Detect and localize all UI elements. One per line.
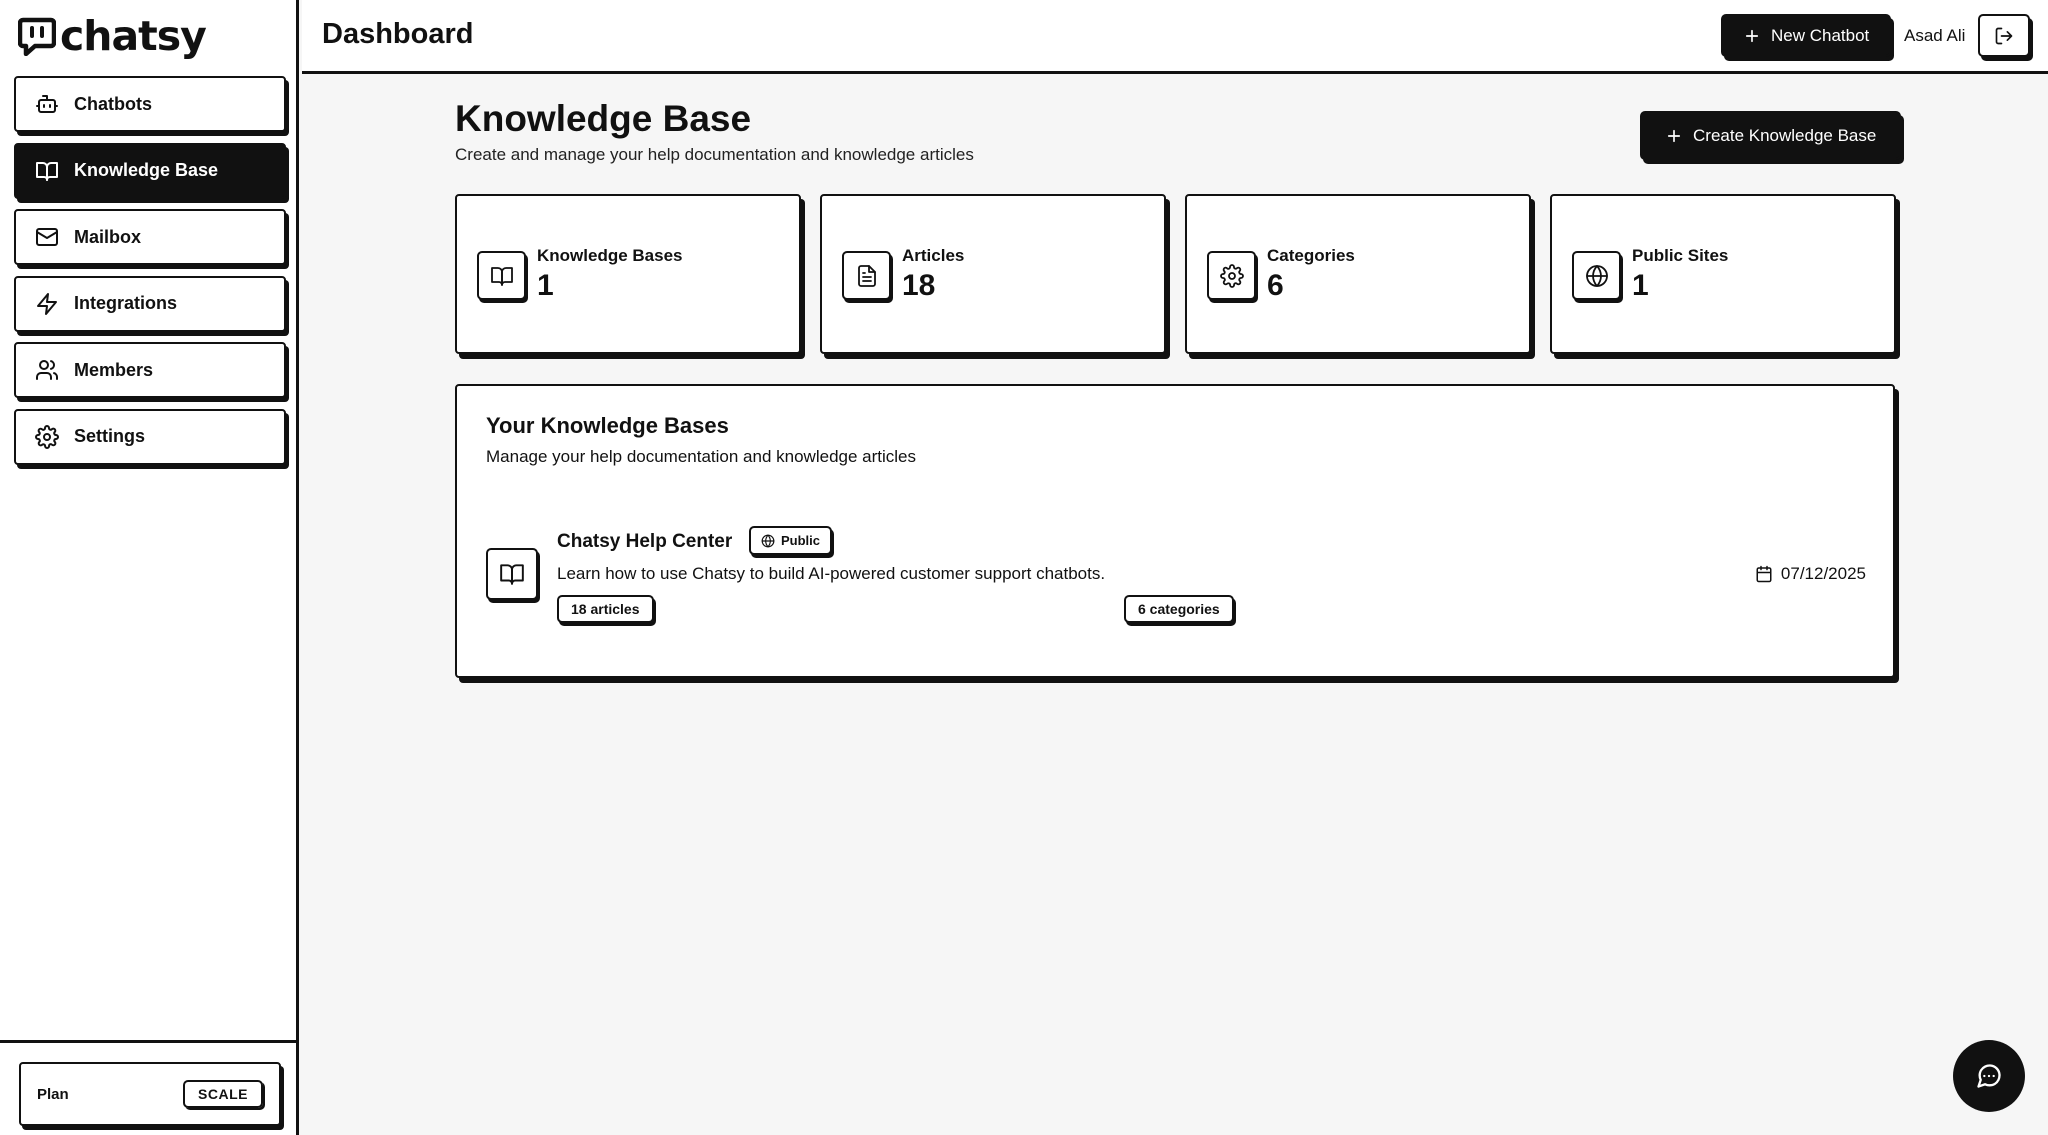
stat-value: 1 <box>1632 269 1649 302</box>
categories-count-tag: 6 categories <box>1124 595 1234 623</box>
sidebar-item-label: Members <box>74 359 154 380</box>
sidebar-item-knowledge-base[interactable] <box>14 143 286 199</box>
visibility-label: Public <box>781 533 821 548</box>
user-name: Asad Ali <box>1904 26 1966 45</box>
file-text-icon <box>842 251 891 300</box>
stat-value: 6 <box>1267 269 1284 302</box>
log-out-icon <box>1994 26 2014 46</box>
gear-icon <box>1207 251 1256 300</box>
articles-count-tag: 18 articles <box>557 595 654 623</box>
globe-icon <box>1572 251 1621 300</box>
plus-icon <box>1743 27 1761 45</box>
plan-card[interactable] <box>19 1062 281 1126</box>
knowledge-base-date <box>1755 564 1866 584</box>
book-open-icon <box>486 548 538 600</box>
bot-icon <box>35 92 59 116</box>
sidebar-item-label: Mailbox <box>74 226 142 247</box>
date-value: 07/12/2025 <box>1780 564 1866 583</box>
brand-logo[interactable] <box>18 11 206 60</box>
book-open-icon <box>477 251 526 300</box>
stat-label: Knowledge Bases <box>537 246 683 265</box>
create-knowledge-base-label: Create Knowledge Base <box>1693 125 1877 145</box>
sidebar-item-label: Chatbots <box>74 93 152 114</box>
sidebar-item-label: Integrations <box>74 293 178 313</box>
sidebar-item-chatbots[interactable] <box>14 76 286 132</box>
book-open-icon <box>35 159 59 183</box>
sidebar-item-mailbox[interactable] <box>14 209 286 265</box>
panel-subtitle: Manage your help documentation and knowledge articles <box>486 447 916 466</box>
plus-icon <box>1665 127 1683 145</box>
visibility-badge <box>749 526 832 555</box>
plan-badge: SCALE <box>183 1080 263 1108</box>
new-chatbot-label: New Chatbot <box>1771 25 1870 45</box>
stat-card-public-sites <box>1550 194 1896 354</box>
stats-row <box>455 194 1895 354</box>
stat-value: 18 <box>902 269 936 302</box>
header-title: Dashboard <box>322 18 474 50</box>
chat-logo-icon <box>18 16 56 56</box>
knowledge-bases-panel <box>455 384 1895 678</box>
create-knowledge-base-button[interactable] <box>1640 111 1901 160</box>
plan-label: Plan <box>37 1085 69 1103</box>
sidebar-footer <box>0 1040 296 1135</box>
logout-button[interactable] <box>1978 14 2030 57</box>
stat-label: Public Sites <box>1632 246 1729 265</box>
stat-label: Articles <box>902 246 965 265</box>
mail-icon <box>35 225 59 249</box>
top-header <box>302 0 2048 74</box>
panel-title: Your Knowledge Bases <box>486 413 729 438</box>
message-circle-icon <box>1975 1062 2003 1090</box>
sidebar-item-label: Settings <box>74 426 146 446</box>
sidebar-item-label: Knowledge Base <box>74 160 219 180</box>
zap-icon <box>35 292 59 316</box>
knowledge-base-description: Learn how to use Chatsy to build AI-powered customer support chatbots. <box>557 564 1106 583</box>
brand-name: chatsy <box>60 11 206 60</box>
stat-card-categories <box>1185 194 1531 354</box>
gear-icon <box>35 425 59 449</box>
page-title: Knowledge Base <box>455 98 752 139</box>
globe-icon <box>761 534 775 548</box>
list-item[interactable] <box>486 525 1866 625</box>
knowledge-base-name[interactable]: Chatsy Help Center <box>557 531 733 552</box>
sidebar <box>0 0 299 1135</box>
stat-label: Categories <box>1267 246 1355 265</box>
sidebar-item-settings[interactable] <box>14 409 286 465</box>
sidebar-item-members[interactable] <box>14 342 286 398</box>
page-subtitle: Create and manage your help documentation and knowledge articles <box>455 145 974 164</box>
calendar-icon <box>1755 565 1773 583</box>
new-chatbot-button[interactable] <box>1721 14 1891 57</box>
stat-card-knowledge-bases <box>455 194 801 354</box>
users-icon <box>35 358 59 382</box>
sidebar-item-integrations[interactable] <box>14 276 286 332</box>
chat-widget-button[interactable] <box>1953 1040 2025 1112</box>
stat-value: 1 <box>537 269 554 302</box>
sidebar-nav <box>14 76 286 475</box>
stat-card-articles <box>820 194 1166 354</box>
